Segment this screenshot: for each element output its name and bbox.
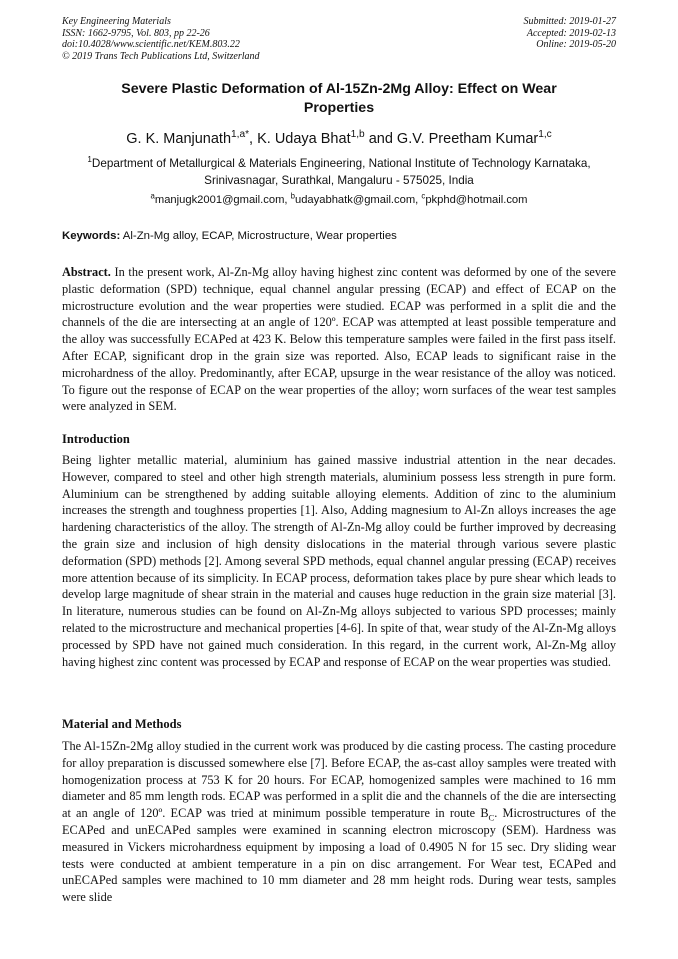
author-1-superscript: 1,a* [231,129,250,141]
author-2: K. Udaya Bhat [257,131,351,147]
journal-name: Key Engineering Materials [62,16,171,27]
author-1: G. K. Manjunath [126,131,232,147]
email-a: manjugk2001@gmail.com, [154,194,291,206]
introduction-heading: Introduction [62,432,130,446]
issn: ISSN: 1662-9795, Vol. 803, pp 22-26 [62,27,210,39]
introduction-paragraph: Being lighter metallic material, aluminium has gained massive industrial attention in the near decades. However, compared to steel and other high strength materials, aluminium possess less strength in pure form. Aluminium can be strengthened by adding suitable alloying elements. Addition of zinc to the aluminium increases the strength and toughness properties [1]. Also, Adding magnesium to Al-Zn alloys increases the age hardening characteristics of the alloy. The strength of Al-Zn-Mg alloy could be further improved by decreasing the grain size and inclusion of high density dislocations in the material through various severe plastic deformation (SPD) methods [2]. Among several SPD methods, equal channel angular pressing (ECAP) receives more attention because of its simplicity. In ECAP process, deformation takes place by pure shear which leads to develop large magnitude of shear strain in the material and causes huge reduction in the grain size material [3]. In literature, numerous studies can be found on Al-Zn-Mg alloys subjected to various SPD processes; mainly related to the microstructure and mechanical properties [4-6]. In spite of that, wear study of the Al-Zn-Mg alloys processed by SPD have not gained much consideration. In this regard, in the current work, Al-Zn-Mg alloy having highest zinc content was processed by ECAP and response of ECAP on the wear properties was studied. [62,453,616,669]
submitted-date: Submitted: 2019-01-27 [523,16,616,27]
author-2-superscript: 1,b [350,129,365,141]
online-date: Online: 2019-05-20 [536,39,616,51]
methods-paragraph [62,738,616,906]
affiliation [62,155,616,189]
publication-dates [524,16,617,51]
paper-title [62,80,616,118]
email-c-superscript: c [421,191,426,201]
email-c: pkphd@hotmail.com [425,194,528,206]
title-line-1: Severe Plastic Deformation of Al-15Zn-2Mg Alloy: Effect on Wear [121,81,557,97]
doi: doi:10.4028/www.scientific.net/KEM.803.22 [62,39,240,51]
abstract-label: Abstract. [62,265,111,279]
methods-heading: Material and Methods [62,717,182,731]
abstract-text: In the present work, Al-Zn-Mg alloy having highest zinc content was deformed by one of the severe plastic deformation (SPD) technique, equal channel angular pressing (ECAP) and effect of ECAP on the microstructure evolution and the wear properties were studied. ECAP was performed in a split die and the channels of the die are intersecting at an angle of 120º. ECAP was attempted at least possible temperature and the alloy was successfully ECAPed at 423 K. Below this temperature samples were failed in the first pass itself. After ECAP, significant drop in the grain size was reported. Also, ECAP leads to significant raise in the microhardness of the alloy. Predominantly, after ECAP, upsurge in the wear resistance of the alloy was noticed. To figure out the response of ECAP on the wear properties of the alloy; worn surfaces of the wear test samples were analyzed in SEM. [62,265,616,414]
keywords-label: Keywords: [62,230,121,242]
abstract [62,264,616,415]
email-b: udayabhatk@gmail.com, [294,194,422,206]
email-b-superscript: b [290,191,295,201]
title-line-2: Properties [303,100,375,116]
author-list [62,130,616,148]
copyright: © 2019 Trans Tech Publications Ltd, Switzerland [62,50,260,62]
affiliation-line-2: Srinivasnagar, Surathkal, Mangaluru - 575025, India [204,174,474,187]
affiliation-superscript: 1 [87,155,92,165]
author-separator: , [249,131,258,147]
author-3-superscript: 1,c [538,129,552,141]
author-emails [62,193,616,207]
methods-text-part-2: . Microstructures of the ECAPed and unECAPed samples were examined in scanning electron microscopy (SEM). Hardness was measured in Vickers microhardness equipment by imposing a load of 0.4905 N for 15 sec. Dry sliding wear tests were conducted at ambient temperature in a pin on disc arrangement. For Wear test, ECAPed and unECAPed samples were machined to 10 mm diameter and 28 mm height rods. During wear tests, samples were slide [62,806,617,905]
route-subscript: C [488,812,495,823]
keywords [62,229,616,243]
keywords-text: Al-Zn-Mg alloy, ECAP, Microstructure, Wear properties [120,230,397,242]
affiliation-line-1: Department of Metallurgical & Materials Engineering, National Institute of Technology Karnataka, [91,157,591,170]
author-separator: and [364,131,397,147]
methods-text-part-1: The Al-15Zn-2Mg alloy studied in the current work was produced by die casting process. The casting procedure for alloy preparation is discussed somewhere else [7]. Before ECAP, the as-cast alloy samples were treated with homogenization process at 753 K for 20 hours. For ECAP, homogenized samples were machined to 16 mm diameter and 85 mm length rods. ECAP was performed in a split die and the channels of the die are intersecting at an angle of 120º. ECAP was tried at minimum possible temperature in route B [62,739,616,821]
email-a-superscript: a [150,191,155,201]
journal-info [62,16,260,62]
accepted-date: Accepted: 2019-02-13 [526,27,616,39]
author-3: G.V. Preetham Kumar [396,131,539,147]
